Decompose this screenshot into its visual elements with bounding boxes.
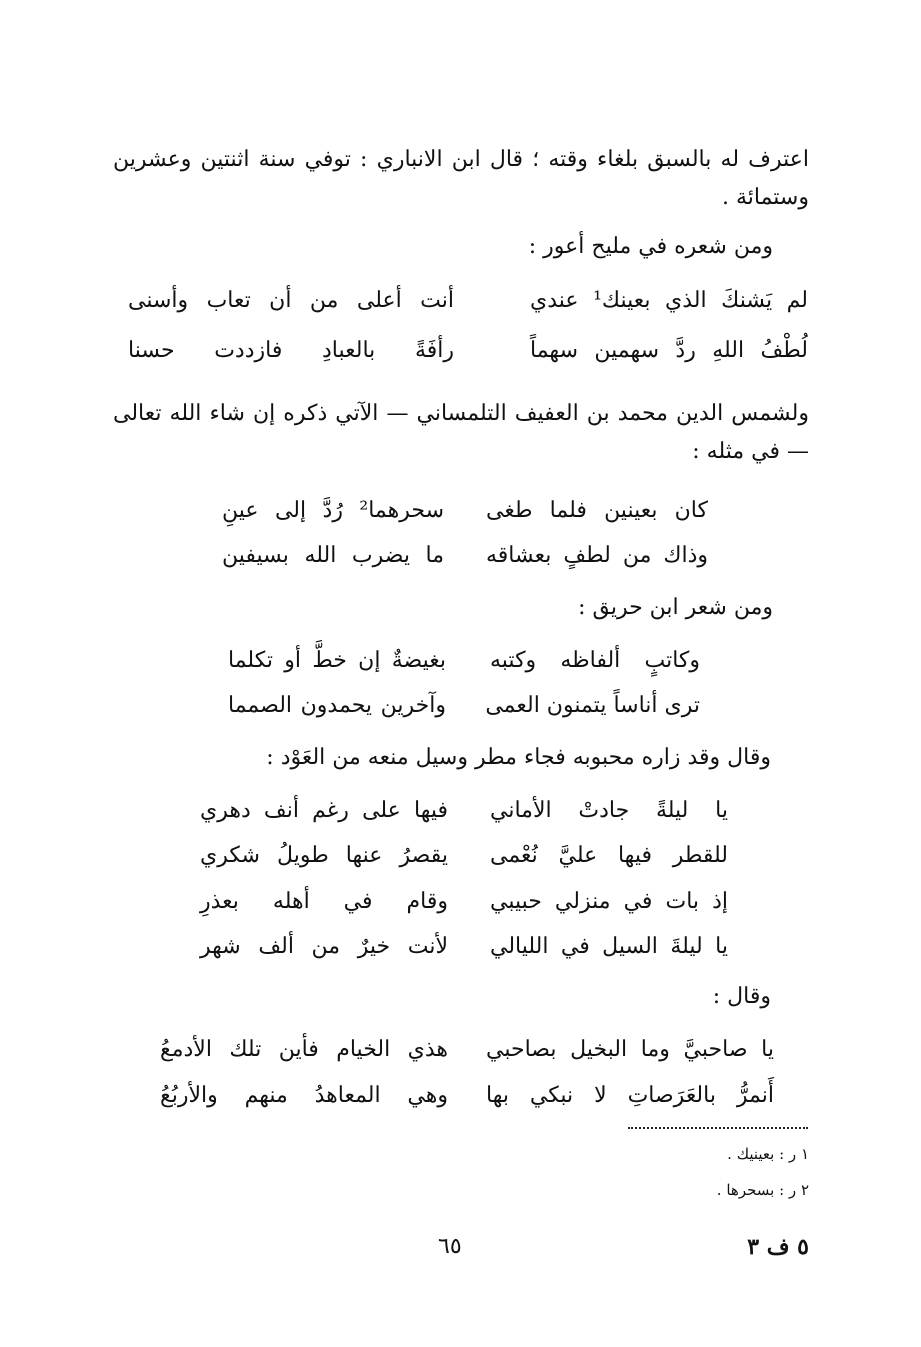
verse-first-hemistich: للقطر فيها عليَّ نُعْمى — [490, 843, 728, 868]
verse — [200, 886, 728, 918]
verse-first-hemistich: لُطْفُ اللهِ ردَّ سهمين سهماً — [530, 338, 808, 363]
verse — [160, 1080, 774, 1112]
verse-second-hemistich: لأنت خيرٌ من ألف شهر — [200, 934, 448, 959]
verse — [128, 335, 808, 367]
verse-second-hemistich: هذي الخيام فأين تلك الأدمعُ — [160, 1037, 448, 1062]
footnote-separator — [628, 1127, 808, 1129]
verse — [128, 285, 808, 317]
verse-second-hemistich: بغيضةٌ إن خطَّ أو تكلما — [228, 648, 446, 673]
verse-first-hemistich: أَنمرُّ بالعَرَصاتِ لا نبكي بها — [486, 1083, 774, 1108]
verse-second-hemistich: رأفَةً بالعبادِ فازددت حسنا — [128, 338, 454, 363]
verse — [200, 931, 728, 963]
verse-second-hemistich: وهي المعاهدُ منهم والأربُعُ — [160, 1083, 448, 1108]
verse-second-hemistich: سحرهما² رُدَّ إلى عينِ — [222, 498, 444, 523]
verse-second-hemistich: ما يضرب الله بسيفين — [222, 543, 444, 568]
verse-second-hemistich: وقام في أهله بعذرِ — [200, 889, 448, 914]
verse — [228, 690, 700, 722]
verse-first-hemistich: وكاتبٍ ألفاظه وكتبه — [490, 648, 700, 673]
paragraph-ibn-hariq: ومن شعر ابن حريق : — [578, 595, 773, 620]
paragraph-intro: اعترف له بالسبق بلغاء وقته ؛ قال ابن الانباري : توفي سنة اثنتين وعشرين وستمائة . — [113, 147, 809, 210]
paragraph-heading-one-eyed: ومن شعره في مليح أعور : — [528, 234, 773, 259]
paragraph-shams-al-din: ولشمس الدين محمد بن العفيف التلمساني — الآتي ذكره إن شاء الله تعالى — في مثله : — [113, 401, 809, 464]
verse-first-hemistich: يا ليلةً جادتْ الأماني — [490, 798, 728, 823]
verse-first-hemistich: يا صاحبيَّ وما البخيل بصاحبي — [486, 1037, 774, 1062]
verse-second-hemistich: أنت أعلى من أن تعاب وأسنى — [128, 288, 454, 313]
footnote-2: ٢ ر : بسحرها . — [716, 1181, 809, 1199]
footnote-1: ١ ر : بعينيك . — [727, 1145, 809, 1163]
verse-first-hemistich: لم يَشنكَ الذي بعينك¹ عندي — [530, 288, 808, 313]
verse — [200, 840, 728, 872]
page-number: ٦٥ — [438, 1234, 462, 1259]
verse-second-hemistich: يقصرُ عنها طويلُ شكري — [200, 843, 448, 868]
verse — [200, 795, 728, 827]
verse — [228, 645, 700, 677]
verse-first-hemistich: إذ بات في منزلي حبيبي — [490, 889, 728, 914]
verse — [160, 1034, 774, 1066]
verse-second-hemistich: فيها على رغم أنف دهري — [200, 798, 448, 823]
verse-first-hemistich: وذاك من لطفٍ بعشاقه — [486, 543, 708, 568]
signature-mark: ٥ ف ٣ — [747, 1234, 809, 1260]
verse — [222, 540, 708, 572]
verse-first-hemistich: يا ليلةَ السيل في الليالي — [490, 934, 728, 959]
paragraph-and-he-said: وقال : — [712, 984, 771, 1009]
verse-first-hemistich: كان بعينين فلما طغى — [486, 498, 708, 523]
paragraph-night-visit: وقال وقد زاره محبوبه فجاء مطر وسيل منعه من العَوْد : — [266, 745, 771, 770]
verse-second-hemistich: وآخرين يحمدون الصمما — [228, 693, 446, 718]
verse — [222, 495, 708, 527]
verse-first-hemistich: ترى أناساً يتمنون العمى — [485, 693, 700, 718]
